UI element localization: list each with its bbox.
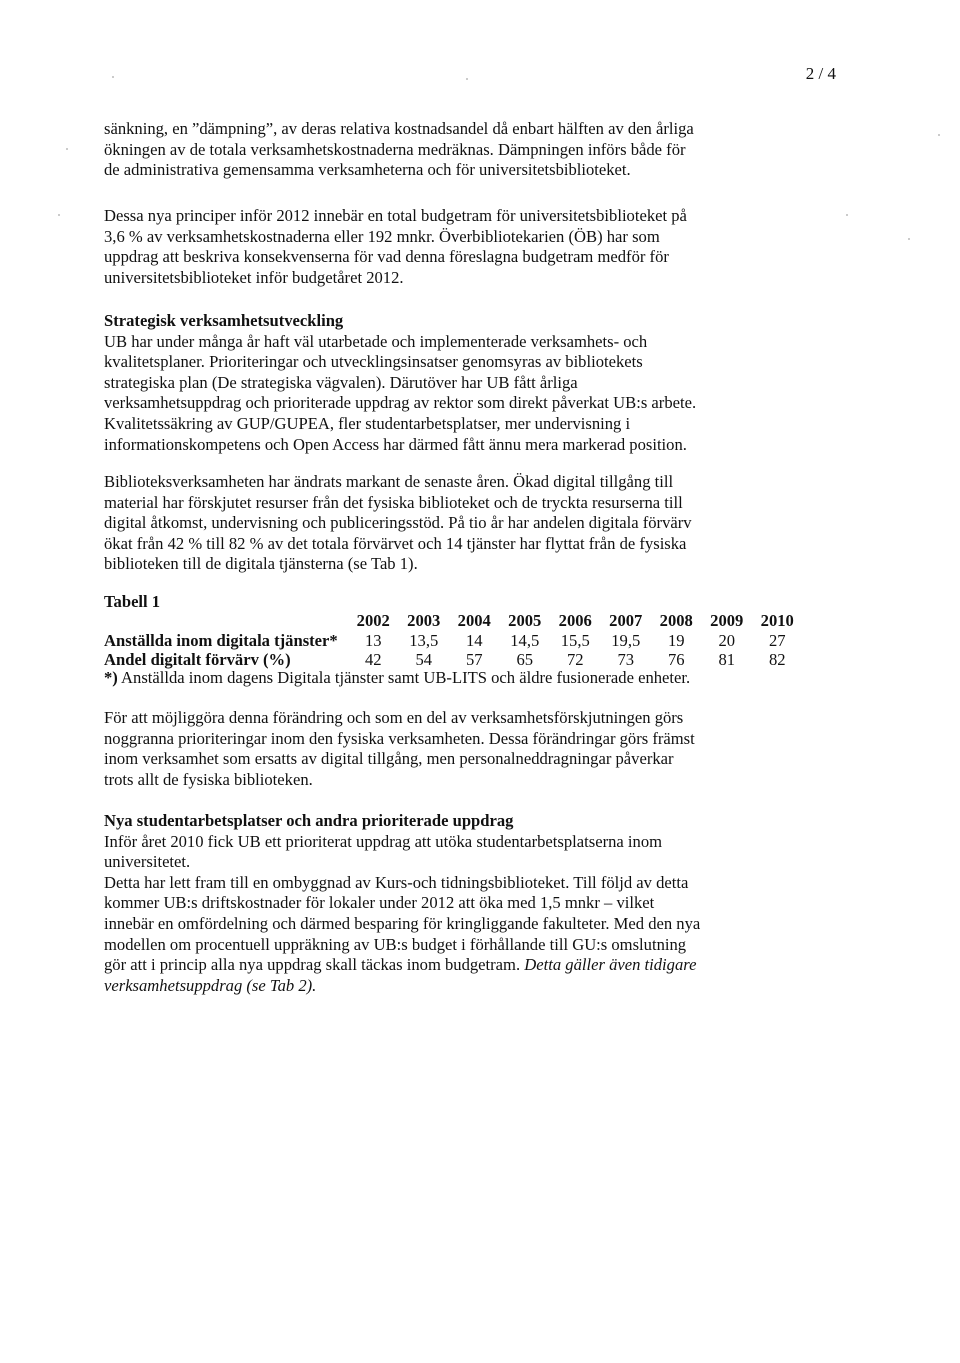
text-line: kommer UB:s driftskostnader för lokaler under 2012 att öka med 1,5 mnkr – vilket (104, 893, 655, 913)
year-header: 2002 (356, 611, 390, 630)
text-line: modellen om procentuell uppräkning av UB:s budget i förhållande till GU:s omslutning (104, 934, 687, 954)
text-line: Detta har lett fram till en ombyggnad av Kurs-och tidningsbiblioteket. Till följd av detta (104, 872, 689, 892)
paragraph-forandring (104, 708, 764, 790)
text-plain: gör att i princip alla nya uppdrag skall täckas inom budgetram. (104, 955, 525, 975)
text-line: informationskompetens och Open Access har därmed fått ännu mera markerad position. (104, 434, 687, 454)
scan-speck (846, 214, 848, 216)
table-cell: 20 (718, 630, 736, 650)
footnote-text: Anställda inom dagens Digitala tjänster samt UB-LITS och äldre fusionerade enheter. (117, 668, 691, 687)
table-row (104, 631, 803, 651)
text-line: 3,6 % av verksamhetskostnaderna eller 192 mnkr. Överbibliotekarien (ÖB) har som (104, 226, 660, 246)
text-line: universitetet. (104, 852, 191, 872)
text-line: biblioteken till de digitala tjänsterna (se Tab 1). (104, 554, 418, 574)
text-line: kvalitetsplaner. Prioriteringar och utvecklingsinsatser genomsyras av bibliotekets (104, 352, 643, 372)
page-number: 2 / 4 (805, 64, 836, 83)
table-cell: 19 (667, 630, 685, 650)
text-line: universitetsbiblioteket inför budgetåret 2012. (104, 267, 404, 287)
text-line: Kvalitetssäkring av GUP/GUPEA, fler studentarbetsplatser, mer undervisning i (104, 413, 631, 433)
table-cell: 14,5 (510, 630, 540, 650)
table-cell: 13 (364, 630, 382, 650)
text-line: material har förskjutet resurser från det fysiska biblioteket och de tryckta resurserna till (104, 492, 683, 512)
text-line: ökningen av de totala verksamhetskostnaderna medräknas. Dämpningen införs både för (104, 139, 686, 159)
section-strategisk (104, 311, 764, 455)
text-line: Biblioteksverksamheten har ändrats markant de senaste åren. Ökad digital tillgång till (104, 472, 674, 491)
year-header: 2004 (457, 611, 491, 630)
year-header: 2008 (659, 611, 693, 630)
row-label: Anställda inom digitala tjänster* (104, 630, 338, 650)
text-line: digital åtkomst, undervisning och publiceringsstöd. På tio år har andelen digitala förvärv (104, 513, 692, 533)
text-line: UB har under många år haft väl utarbetade och implementerade verksamhets- och (104, 331, 648, 351)
table-cell: 73 (617, 650, 635, 669)
year-header: 2009 (710, 611, 744, 630)
table-title-text: Tabell 1 (104, 592, 161, 611)
table-cell: 15,5 (560, 630, 590, 650)
scan-speck (58, 214, 60, 216)
paragraph-dampning (104, 119, 764, 181)
text-line: strategiska plan (De strategiska vägvalen). Därutöver har UB fått årliga (104, 372, 578, 392)
text-line: verksamhetsuppdrag (se Tab 2). (104, 975, 317, 995)
text-line: För att möjliggöra denna förändring och som en del av verksamhetsförskjutningen görs (104, 708, 684, 727)
text-line: innebär en omfördelning och därmed besparing för kringliggande fakulteter. Med den nya (104, 913, 701, 933)
section-heading: Nya studentarbetsplatser och andra prioriterade uppdrag (104, 811, 514, 830)
table-cell: 27 (768, 630, 786, 650)
table-cell: 13,5 (409, 630, 439, 650)
text-line: uppdrag att beskriva konsekvenserna för vad denna föreslagna budgetram medför för (104, 247, 669, 267)
scan-speck (908, 238, 910, 240)
row-label: Andel digitalt förvärv (%) (104, 650, 291, 669)
table-cell: 72 (566, 650, 584, 669)
table-footnote (104, 668, 690, 688)
scan-speck (466, 78, 468, 80)
table-corner-cell (104, 611, 348, 631)
text-line: trots allt de fysiska biblioteken. (104, 769, 313, 789)
scan-speck (112, 76, 114, 78)
text-line: de administrativa gemensamma verksamheterna och för universitetsbiblioteket. (104, 160, 631, 180)
year-header: 2007 (609, 611, 643, 630)
section-studentarbetsplatser (104, 811, 764, 996)
table-cell: 57 (465, 650, 483, 669)
table-cell: 81 (718, 650, 736, 669)
scan-speck (66, 148, 68, 150)
footnote-mark: *) (104, 668, 118, 687)
table-cell: 14 (465, 630, 483, 650)
section-heading: Strategisk verksamhetsutveckling (104, 311, 344, 330)
text-line: noggranna prioriteringar inom den fysiska verksamheten. Dessa förändringar görs främst (104, 728, 695, 748)
year-header: 2006 (558, 611, 592, 630)
text-line: ökat från 42 % till 82 % av det totala förvärvet och 14 tjänster har flyttat från de fysiska (104, 533, 687, 553)
text-line: inom verksamhet som ersatts av digital tillgång, men personalneddragningar påverkar (104, 749, 674, 769)
table-title (104, 592, 764, 613)
table-cell: 82 (768, 650, 786, 669)
table-cell: 54 (415, 650, 433, 669)
text-line: verksamhetsuppdrag och prioriterade uppdrag av rektor som direkt påverkat UB:s arbete. (104, 393, 697, 413)
year-header: 2010 (760, 611, 794, 630)
table-cell: 76 (667, 650, 685, 669)
text-line: Dessa nya principer inför 2012 innebär en total budgetram för universitetsbiblioteket på (104, 206, 687, 225)
table-cell: 19,5 (611, 630, 641, 650)
data-table (104, 611, 803, 670)
table-cell: 42 (364, 650, 382, 669)
table-header-row (104, 611, 803, 631)
table-row (104, 650, 803, 670)
paragraph-budgetram (104, 206, 764, 288)
table-cell: 65 (516, 650, 534, 669)
text-line: sänkning, en ”dämpning”, av deras relativa kostnadsandel då enbart hälften av den årliga (104, 119, 694, 138)
text-italic: Detta gäller även tidigare (524, 955, 697, 975)
year-header: 2003 (407, 611, 441, 630)
text-line: Inför året 2010 fick UB ett prioriterat uppdrag att utöka studentarbetsplatserna inom (104, 831, 663, 851)
year-header: 2005 (508, 611, 542, 630)
paragraph-biblioteksverksamheten (104, 472, 764, 575)
text-line-mixed (104, 955, 764, 976)
scan-speck (938, 134, 940, 136)
